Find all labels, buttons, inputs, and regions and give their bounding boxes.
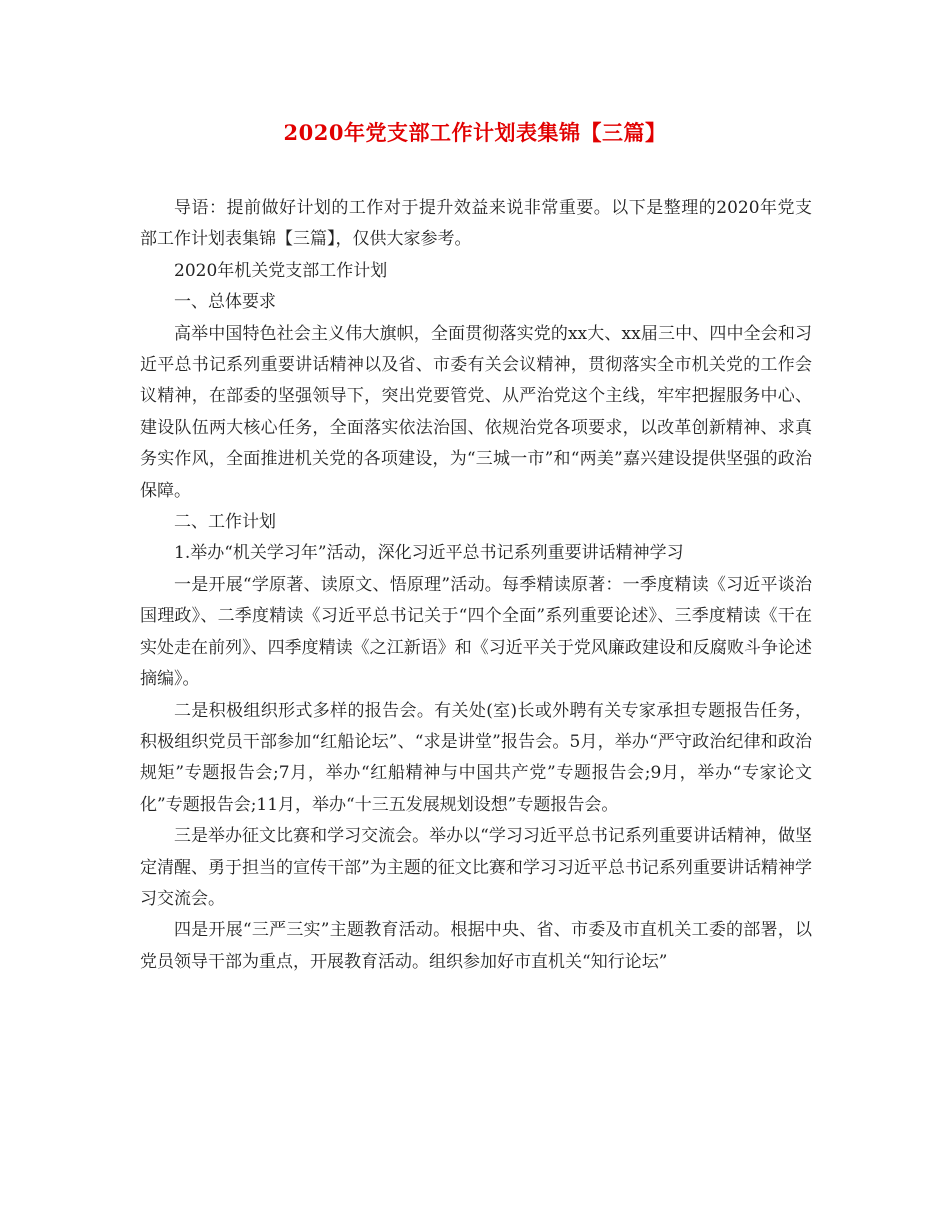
work-plan-paragraph-3: 三是举办征文比赛和学习交流会。举办以“学习习近平总书记系列重要讲话精神，做坚定清醒、勇于担当的宣传干部”为主题的征文比赛和学习习近平总书记系列重要讲话精神学习交流会。: [140, 826, 812, 909]
section-heading-work-plan: 二、工作计划: [174, 512, 276, 533]
intro-paragraph: 导语：提前做好计划的工作对于提升效益来说非常重要。以下是整理的2020年党支部工作计划表集锦【三篇】，仅供大家参考。: [140, 198, 812, 250]
work-plan-paragraph-4: 四是开展“三严三实”主题教育活动。根据中央、省、市委及市直机关工委的部署，以党员领导干部为重点，开展教育活动。组织参加好市直机关“知行论坛”: [140, 920, 812, 972]
requirements-paragraph: 高举中国特色社会主义伟大旗帜，全面贯彻落实党的xx大、xx届三中、四中全会和习近平总书记系列重要讲话精神以及省、市委有关会议精神，贯彻落实全市机关党的工作会议精神，在部委的坚强领导下，突出党要管党、从严治党这个主线，牢牢把握服务中心、建设队伍两大核心任务，全面落实依法治国、依规治党各项要求，以改革创新精神、求真务实作风，全面推进机关党的各项建设，为“三城一市”和“两美”嘉兴建设提供坚强的政治保障。: [140, 323, 812, 501]
document-body: [140, 193, 812, 978]
section-heading-plan: 2020年机关党支部工作计划: [174, 260, 388, 281]
work-plan-paragraph-2: 二是积极组织形式多样的报告会。有关处(室)长或外聘有关专家承担专题报告任务，积极组织党员干部参加“红船论坛”、“求是讲堂”报告会。5月，举办“严守政治纪律和政治规矩”专题报告会;7月，举办“红船精神与中国共产党”专题报告会;9月，举办“专家论文化”专题报告会;11月，举办“十三五发展规划设想”专题报告会。: [140, 700, 812, 815]
work-plan-item-1: 1.举办“机关学习年”活动，深化习近平总书记系列重要讲话精神学习: [174, 543, 684, 564]
work-plan-paragraph-1: 一是开展“学原著、读原文、悟原理”活动。每季精读原著：一季度精读《习近平谈治国理政》、二季度精读《习近平总书记关于“四个全面”系列重要论述》、三季度精读《干在实处走在前列》、四季度精读《之江新语》和《习近平关于党风廉政建设和反腐败斗争论述摘编》。: [140, 574, 812, 690]
document-title: 2020年党支部工作计划表集锦【三篇】: [283, 120, 667, 145]
section-heading-requirements: 一、总体要求: [174, 292, 276, 313]
